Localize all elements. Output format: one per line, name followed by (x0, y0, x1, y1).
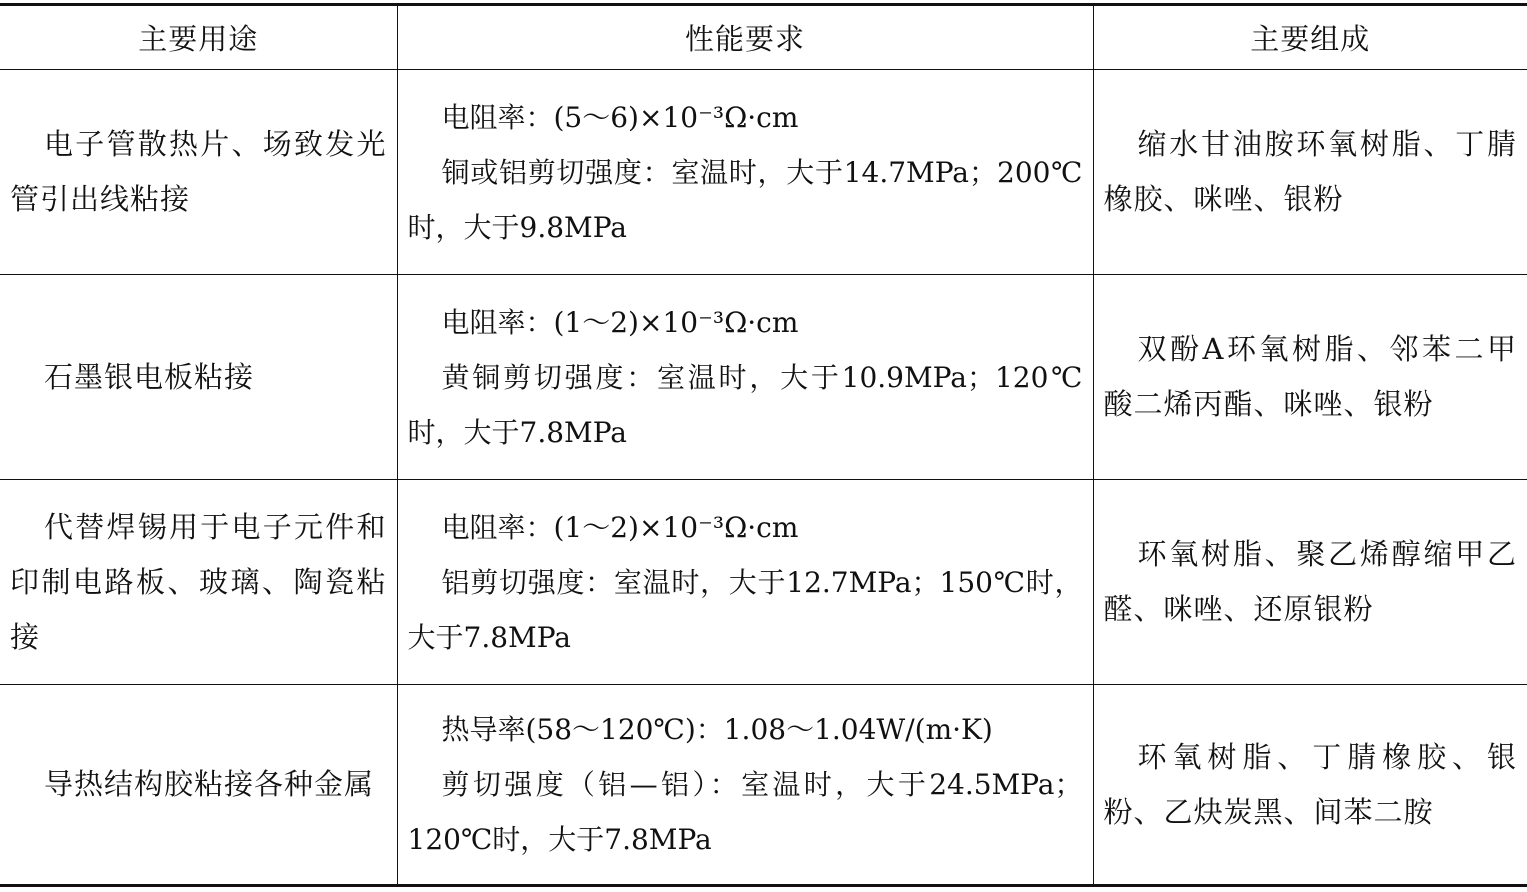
table-row (0, 70, 1527, 275)
performance-cell (397, 480, 1093, 685)
composition-cell (1093, 480, 1527, 685)
performance-cell (397, 70, 1093, 275)
performance-strength: 黄铜剪切强度：室温时，大于10.9MPa；120℃时，大于7.8MPa (407, 360, 1083, 449)
performance-cell (397, 685, 1093, 886)
performance-line: 电阻率：(5～6)×10⁻³Ω·cm (441, 100, 799, 134)
composition-text: 双酚A环氧树脂、邻苯二甲酸二烯丙酯、咪唑、银粉 (1103, 332, 1517, 421)
table-row (0, 685, 1527, 886)
performance-line: 热导率(58～120℃)：1.08～1.04W/(m·K) (441, 713, 993, 746)
table-row (0, 480, 1527, 685)
table-body (0, 70, 1527, 886)
performance-text (398, 702, 1093, 867)
performance-strength: 铝剪切强度：室温时，大于12.7MPa；150℃时，大于7.8MPa (407, 565, 1083, 654)
performance-text (398, 500, 1093, 665)
table-row (0, 275, 1527, 480)
composition-cell (1093, 685, 1527, 886)
use-text: 石墨银电板粘接 (44, 359, 255, 394)
performance-text (398, 295, 1093, 460)
performance-line: 电阻率：(1～2)×10⁻³Ω·cm (441, 510, 799, 544)
performance-strength: 剪切强度（铝—铝）：室温时，大于24.5MPa；120℃时，大于7.8MPa (407, 768, 1083, 856)
header-main-use: 主要用途 (138, 22, 259, 56)
composition-text: 环氧树脂、丁腈橡胶、银粉、乙炔炭黑、间苯二胺 (1103, 739, 1517, 829)
use-text: 代替焊锡用于电子元件和印制电路板、玻璃、陶瓷粘接 (10, 509, 387, 654)
header-row (0, 5, 1527, 70)
use-cell (0, 275, 397, 480)
use-cell (0, 685, 397, 886)
composition-cell (1093, 275, 1527, 480)
adhesive-spec-table (0, 3, 1527, 887)
use-cell (0, 70, 397, 275)
composition-cell (1093, 70, 1527, 275)
header-composition: 主要组成 (1093, 5, 1527, 70)
use-text: 电子管散热片、场致发光管引出线粘接 (10, 127, 387, 216)
performance-strength: 铜或铝剪切强度：室温时，大于14.7MPa；200℃时，大于9.8MPa (407, 155, 1083, 244)
use-cell (0, 480, 397, 685)
use-text: 导热结构胶粘接各种金属 (44, 767, 375, 801)
composition-text: 缩水甘油胺环氧树脂、丁腈橡胶、咪唑、银粉 (1103, 127, 1517, 216)
performance-line: 电阻率：(1～2)×10⁻³Ω·cm (441, 305, 799, 339)
header-performance: 性能要求 (397, 5, 1093, 70)
performance-text (398, 90, 1093, 255)
table-header (0, 5, 1527, 70)
composition-text: 环氧树脂、聚乙烯醇缩甲乙醛、咪唑、还原银粉 (1103, 537, 1517, 626)
performance-cell (397, 275, 1093, 480)
